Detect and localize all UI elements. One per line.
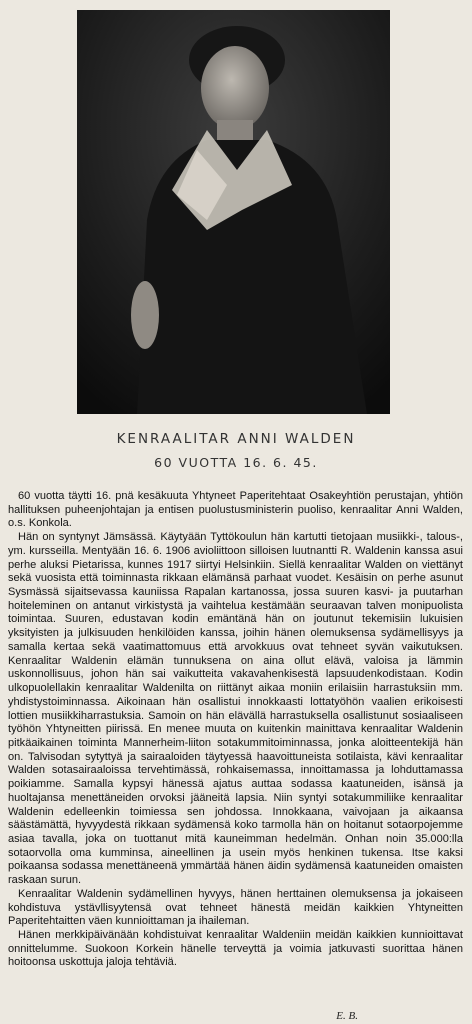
paragraph-tribute: Kenraalitar Waldenin sydämellinen hyvyys, hänen herttainen olemuksensa ja jokaiseen kohdistuva ystävllisyytensä ovat tehneet hänestä meidän kaikkien Yhtyneitten Paperitehtaitten väen kunnioittaman ja ihaileman. — [8, 887, 463, 928]
article-body — [8, 490, 463, 970]
portrait-image — [77, 10, 390, 414]
signature: E. B. — [336, 1010, 358, 1022]
portrait-photo — [77, 10, 390, 414]
caption-subtitle: 60 VUOTTA 16. 6. 45. — [154, 455, 318, 470]
paragraph-wishes: Hänen merkkipäivänään kohdistuivat kenraalitar Waldeniin meidän kaikkien kunnioittavat onnittelumme. Suokoon Korkein hänelle terveyttä ja voimia jatkuvasti suorittaa hänen hoitoonsa uskottuja jaloja tehtäviä. — [8, 929, 463, 969]
paragraph-intro: 60 vuotta täytti 16. pnä kesäkuuta Yhtyneet Paperitehtaat Osakeyhtiön perustajan, yhtiön hallituksen puheenjohtajan ja entisen puolustusministerin puoliso, kenraalitar Anni Walden, o.s. Konkola. — [8, 490, 463, 530]
caption-title: KENRAALITAR ANNI WALDEN — [116, 431, 356, 447]
paragraph-biography: Hän on syntynyt Jämsässä. Käytyään Tyttökoulun hän kartutti tietojaan musiikki-, talous-, ym. kursseilla. Mentyään 16. 6. 1906 avioliittoon silloisen luutnantti R. Waldenin kanssa asui perhe aluksi Pietarissa, kunnes 1917 siirtyi Helsinkiin. Siellä kenraalitar Walden on viettänyt sekä vuosista että toiminnasta rikkaan elämänsä parhaat vuodet. Kesäisin on perhe asunut Sysmässä sijaitsevassa kauniissa Rapalan kartanossa, jossa suuren kasvi- ja puutarhan hoiteleminen on antanut virkistystä ja vaihtelua kestämään seuraavan talven monipuolista toimintaa. Suuren, edustavan kodin emäntänä hän on joutunut tekemisiin lukuisien yksityisten ja julkisuuden henkilöiden kanssa, joihin hänen olemuksensa sydämellisyys ja samalla kertaa sekä vaatimattomuus että arvokkuus ovat tehneet syvän vaikutuksen. Kenraalitar Waldenin elämän tunnuksena on aina ollut elävä, valoisa ja lämmin uskonnollisuus, johon hän sai vaikutteita vakavahenkisestä lapsuudenkodistaan. Kodin ulkopuolellakin kenraalitar Waldenilta on riittänyt aikaa moniin erilaisiin harrastuksiin mm. yhdistystoiminnassa. Aikoinaan hän osallistui innokkaasti lottatyöhön vaalien erikoisesti lottien musiikkiharrastuksia. Samoin on hän elävällä harrastuksella osallistunut sosiaaliseen työhön Yhtyneitten piirissä. En menee muuta on kuitenkin mainittava kenraalitar Waldenin pitkäaikainen toiminta Mannerheim-liiton sotakummitoiminnassa, jonka aloitteentekijä hän on. Talvisodan sytyttyä ja sairaaloiden täytyessä haavoittuneista sotilaista, kävi kenraalitar Walden sotasairaaloissa tervehtimässä, rohkaisemassa, innoittamassa ja lohduttamassa poikiamme. Samalla kypsyi hänessä ajatus auttaa sodassa kaatuneiden, isänsä ja huoltajansa menettäneiden orvoksi jääneitä lapsia. Niin syntyi sotakummiliike kenraalitar Waldenin edelleenkin toimiessa sen johdossa. Innokkaana, vaivojaan ja aikaansa säästämättä, hyvyydestä rikkaan sydämensä koko tarmolla hän on hoitanut sotaorpojemme asiaa tavalla, joka on tuottanut mitä kauneimman hedelmän. Onhan noin 35.000:lla sotaorvolla oma kumminsa, aineellinen ja usein myös henkinen tukensa. Itse kaksi poikaansa sodassa menettäneenä ymmärtää hänen äidin sydämensä kaatuneiden omaisten raskaan surun. — [8, 531, 463, 887]
